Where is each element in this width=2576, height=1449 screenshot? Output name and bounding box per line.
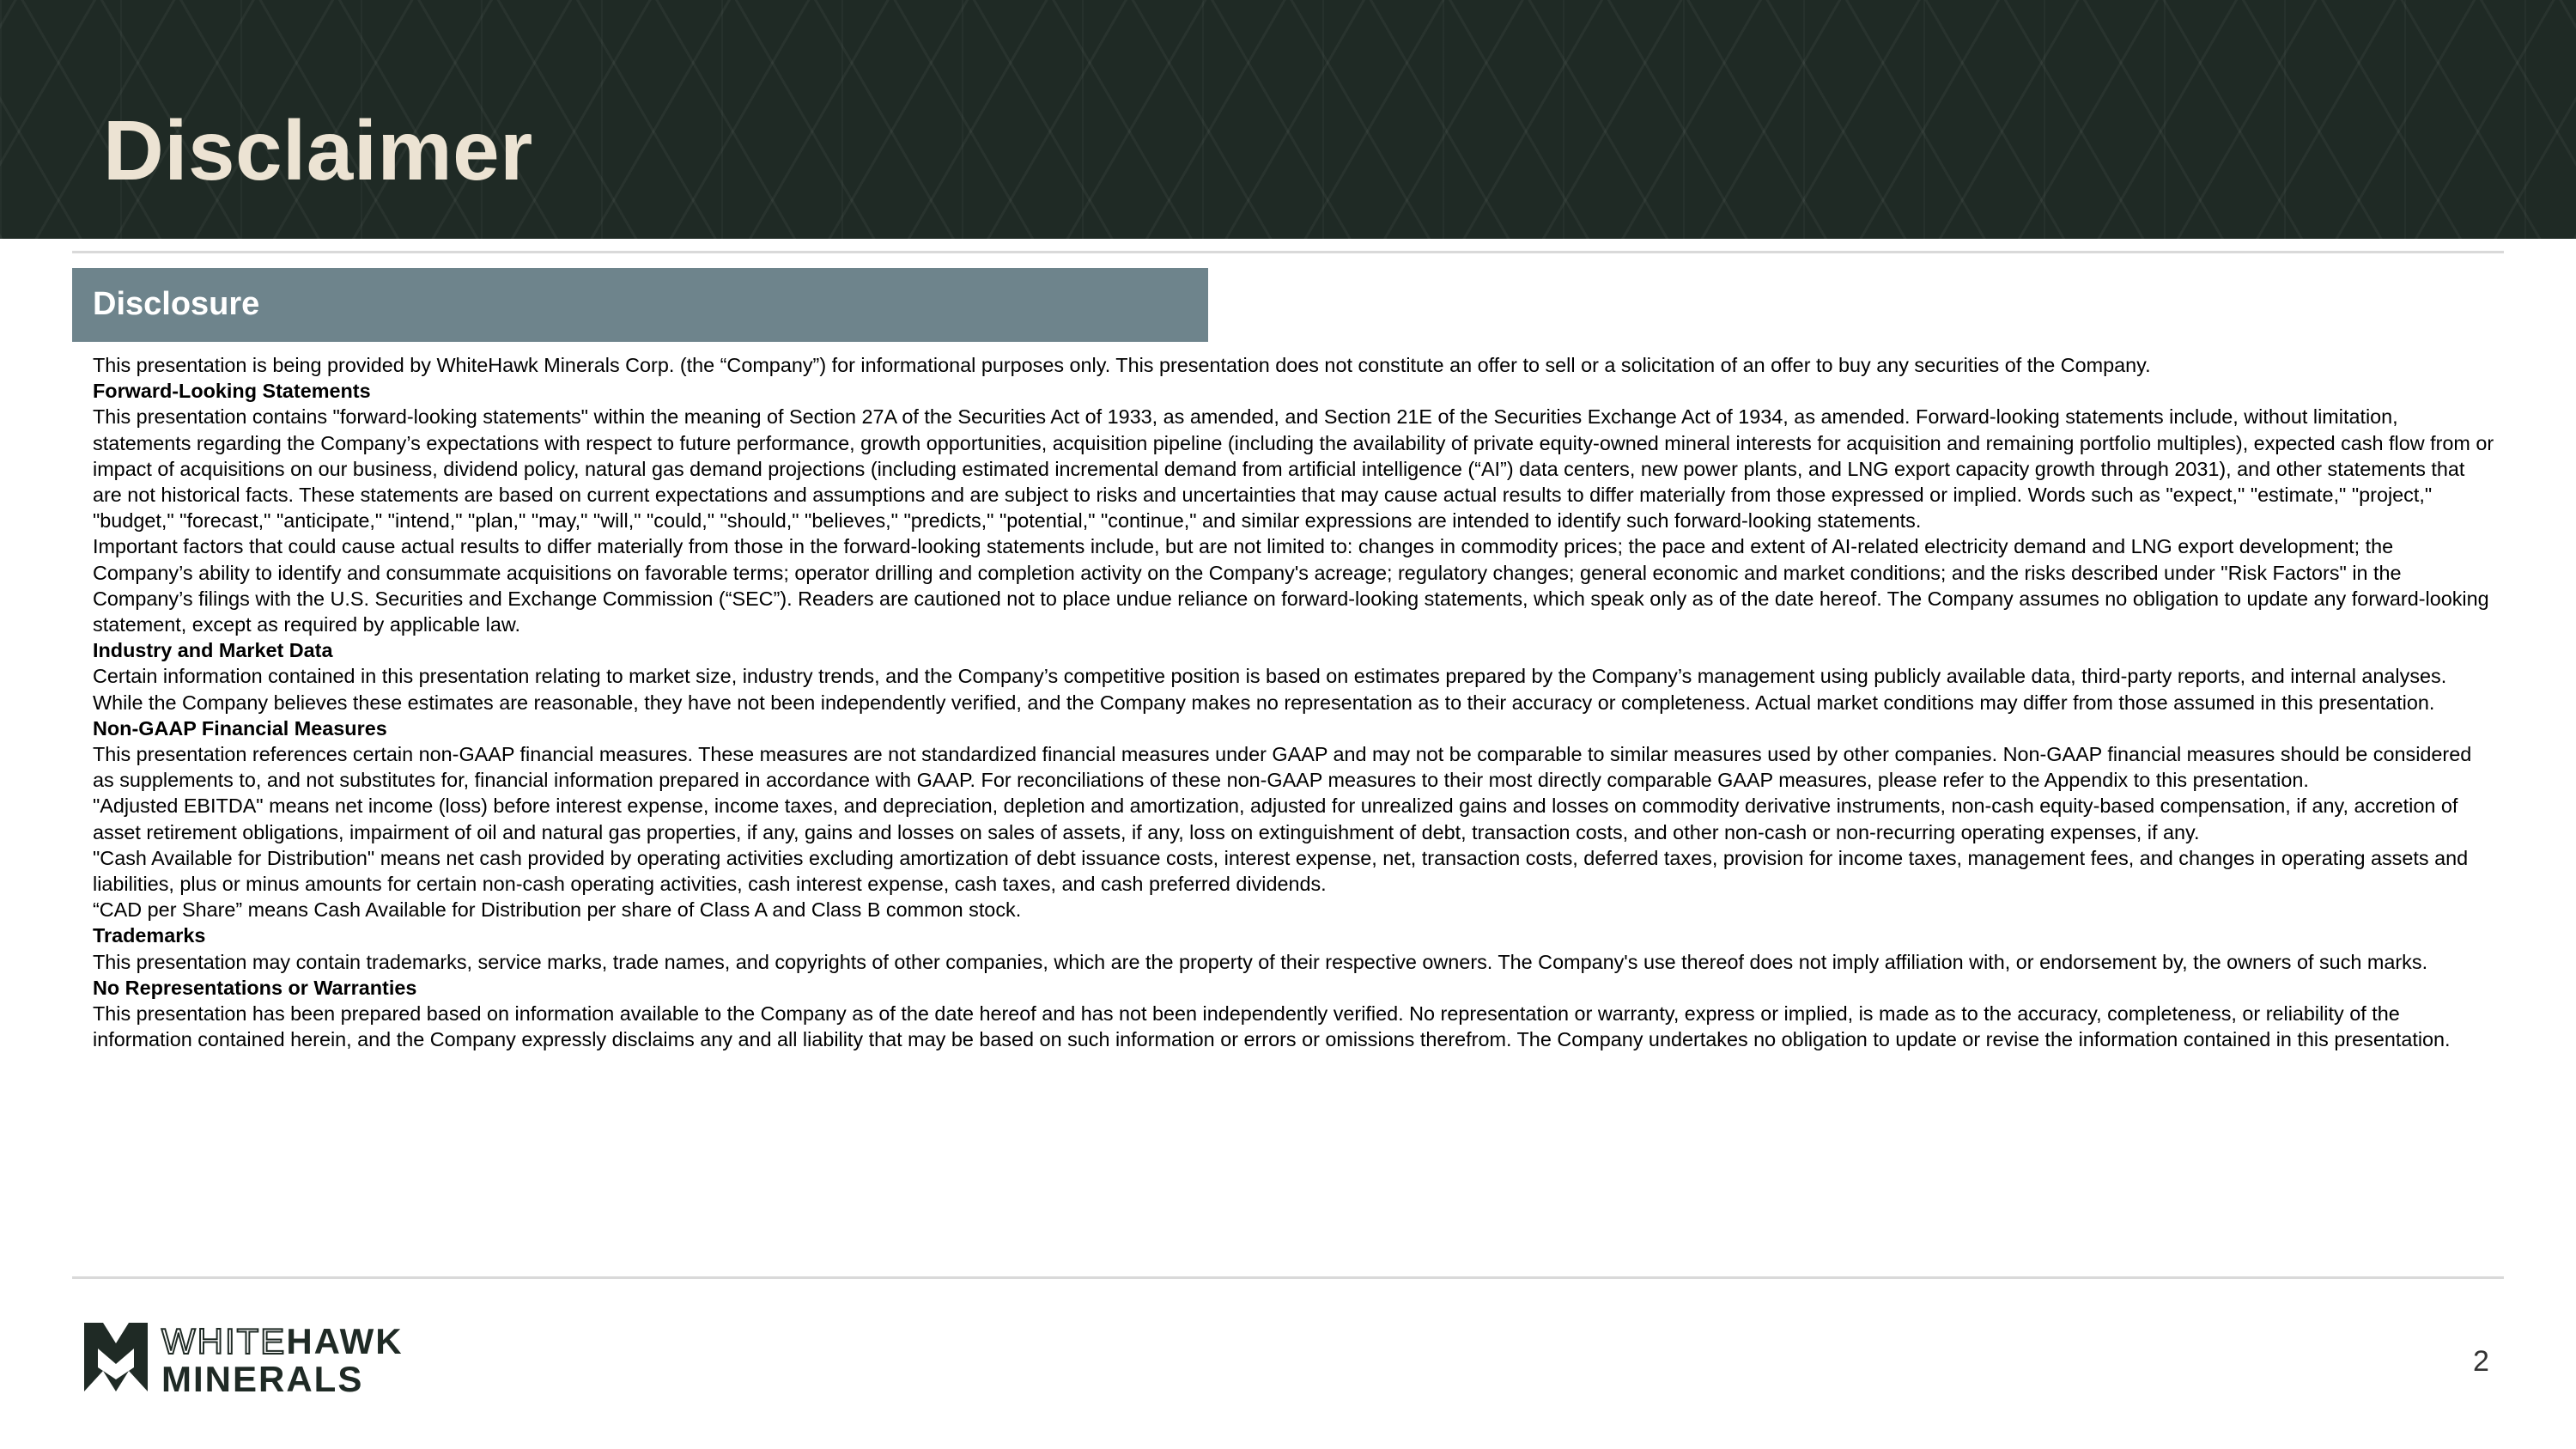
trademarks-paragraph: This presentation may contain trademarks, service marks, trade names, and copyrights of other companies, which are the property of their respective owners. The Company's use thereof does not imply affiliation with, or endorsement by, the owners of such marks.: [93, 950, 2428, 973]
trademarks-heading: Trademarks: [93, 924, 206, 947]
section-header: [72, 268, 1208, 342]
non-gaap-paragraph-3: "Cash Available for Distribution" means net cash provided by operating activities excluding amortization of debt issuance costs, interest expense, net, transaction costs, deferred taxes, provision for income taxes, management fees, and changes in operating assets and liabilities, plus or minus amounts for certain non-cash operating activities, cash interest expense, cash taxes, and cash preferred dividends.: [93, 846, 2469, 896]
logo-word-minerals: MINERALS: [161, 1359, 364, 1399]
non-gaap-paragraph-2: "Adjusted EBITDA" means net income (loss) before interest expense, income taxes, and depreciation, depletion and amortization, adjusted for unrealized gains and losses on commodity derivative instruments, non-cash equity-based compensation, if any, accretion of asset retirement obligations, impairment of oil and natural gas properties, if any, gains and losses on sales of assets, if any, loss on extinguishment of debt, transaction costs, and other non-cash or non-recurring operating expenses, if any.: [93, 795, 2458, 843]
logo-word-white: WHITE: [161, 1321, 287, 1361]
non-gaap-heading: Non-GAAP Financial Measures: [93, 716, 387, 740]
forward-looking-paragraph-2: Important factors that could cause actual results to differ materially from those in the forward-looking statements include, but are not limited to: changes in commodity prices; the pace and extent of AI-related electricity demand and LNG export development; the Company’s ability to identify and consummate acquisitions on favorable terms; operator drilling and completion activity on the Company's acreage; regulatory changes; general economic and market conditions; and the risks described under "Risk Factors" in the Company’s filings with the U.S. Securities and Exchange Commission (“SEC”). Readers are cautioned not to place undue reliance on forward-looking statements, which speak only as of the date hereof. The Company assumes no obligation to update any forward-looking statement, except as required by applicable law.: [93, 535, 2489, 636]
top-divider: [72, 251, 2504, 253]
forward-looking-heading: Forward-Looking Statements: [93, 380, 371, 403]
company-logo: [84, 1323, 428, 1400]
industry-market-heading: Industry and Market Data: [93, 639, 333, 662]
non-gaap-paragraph-1: This presentation references certain non-GAAP financial measures. These measures are not standardized financial measures under GAAP and may not be comparable to similar measures used by other companies. Non-GAAP financial measures should be considered as supplements to, and not substitutes for, financial information prepared in accordance with GAAP. For reconciliations of these non-GAAP measures to their most directly comparable GAAP measures, please refer to the Appendix to this presentation.: [93, 743, 2472, 792]
page-title: Disclaimer: [103, 103, 533, 198]
intro-paragraph: This presentation is being provided by WhiteHawk Minerals Corp. (the “Company”) for informational purposes only. This presentation does not constitute an offer to sell or a solicitation of an offer to buy any securities of the Company.: [93, 354, 2151, 376]
bottom-divider: [72, 1276, 2504, 1279]
header-banner: [0, 0, 2576, 239]
logo-word-hawk: HAWK: [286, 1321, 404, 1361]
page-number: 2: [2473, 1345, 2489, 1378]
disclaimer-body: [93, 352, 2497, 1052]
logo-wordmark-line1: [161, 1323, 404, 1361]
industry-market-paragraph: Certain information contained in this presentation relating to market size, industry trends, and the Company’s competitive position is based on estimates prepared by the Company’s management using publicly available data, third-party reports, and internal analyses. While the Company believes these estimates are reasonable, they have not been independently verified, and the Company makes no representation as to their accuracy or completeness. Actual market conditions may differ from those assumed in this presentation.: [93, 665, 2447, 714]
section-title: Disclosure: [93, 286, 260, 322]
non-gaap-paragraph-4: “CAD per Share” means Cash Available for Distribution per share of Class A and Class B common stock.: [93, 898, 1022, 922]
hawk-mark-icon: [84, 1323, 148, 1391]
forward-looking-paragraph-1: This presentation contains "forward-looking statements" within the meaning of Section 27A of the Securities Act of 1933, as amended, and Section 21E of the Securities Exchange Act of 1934, as amended. Forward-looking statements include, without limitation, statements regarding the Company’s expectations with respect to future performance, growth opportunities, acquisition pipeline (including the availability of private equity-owned mineral interests for acquisition and remaining portfolio multiples), expected cash flow from or impact of acquisitions on our business, dividend policy, natural gas demand projections (including estimated incremental demand from artificial intelligence (“AI”) data centers, new power plants, and LNG export capacity growth through 2031), and other statements that are not historical facts. These statements are based on current expectations and assumptions and are subject to risks and uncertainties that may cause actual results to differ materially from those expressed or implied. Words such as "expect," "estimate," "project," "budget," "forecast," "anticipate," "intend," "plan," "may," "will," "could," "should," "believes," "predicts," "potential," "continue," and similar expressions are intended to identify such forward-looking statements.: [93, 405, 2494, 533]
no-representations-paragraph: This presentation has been prepared based on information available to the Company as of the date hereof and has not been independently verified. No representation or warranty, express or implied, is made as to the accuracy, completeness, or reliability of the information contained herein, and the Company expressly disclaims any and all liability that may be based on such information or errors or omissions therefrom. The Company undertakes no obligation to update or revise the information contained in this presentation.: [93, 1002, 2451, 1051]
no-representations-heading: No Representations or Warranties: [93, 976, 417, 999]
